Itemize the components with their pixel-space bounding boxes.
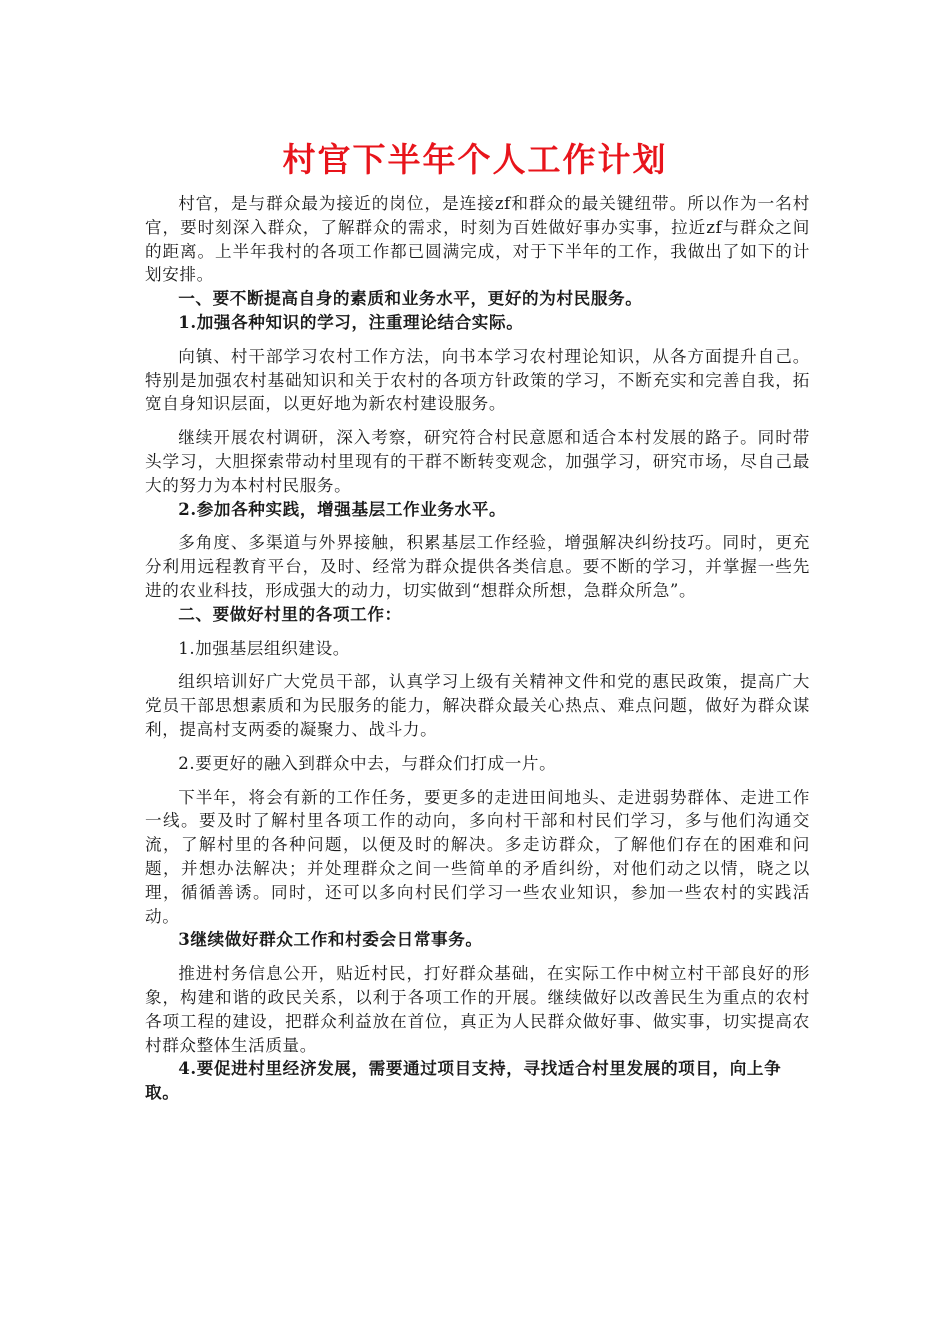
paragraph-intro: 村官，是与群众最为接近的岗位，是连接zf和群众的最关键纽带。所以作为一名村官，要时刻深入群众，了解群众的需求，时刻为百姓做好事办实事，拉近zf与群众之间的距离。上半年我村的各项工作都已圆满完成，对于下半年的工作，我做出了如下的计划安排。 — [145, 194, 810, 285]
section-heading-1: 一、要不断提高自身的素质和业务水平，更好的为村民服务。 — [178, 288, 643, 309]
paragraph: 推进村务信息公开，贴近村民，打好群众基础，在实际工作中树立村干部良好的形象，构建和谐的政民关系，以利于各项工作的开展。继续做好以改善民生为重点的农村各项工程的建设，把群众利益放在首位，真正为人民群众做好事、做实事，切实提高农村群众整体生活质量。 — [145, 964, 810, 1055]
section-heading-2: 二、要做好村里的各项工作： — [178, 603, 402, 624]
paragraph: 向镇、村干部学习农村工作方法，向书本学习农村理论知识，从各方面提升自己。特别是加强农村基础知识和关于农村的各项方针政策的学习，不断充实和完善自我，拓宽自身知识层面，以更好地为新农村建设服务。 — [145, 346, 810, 414]
subsection-heading-1-2: 2.参加各种实践，增强基层工作业务水平。 — [178, 498, 507, 519]
document-body — [145, 192, 810, 1105]
paragraph: 下半年，将会有新的工作任务，要更多的走进田间地头、走进弱势群体、走进工作一线。要及时了解村里各项工作的动向，多向村干部和村民们学习，多与他们沟通交流，了解村里的各种问题，以便及时的解决。多走访群众，了解他们存在的困难和问题，并想办法解决；并处理群众之间一些简单的矛盾纠纷，对他们动之以情，晓之以理，循循善诱。同时，还可以多向村民们学习一些农业知识，参加一些农村的实践活动。 — [145, 787, 810, 926]
paragraph: 多角度、多渠道与外界接触，积累基层工作经验，增强解决纠纷技巧。同时，更充分利用远程教育平台，及时、经常为群众提供各类信息。要不断的学习，并掌握一些先进的农业科技，形成强大的动力，切实做到“想群众所想，急群众所急”。 — [145, 533, 810, 600]
paragraph: 继续开展农村调研，深入考察，研究符合村民意愿和适合本村发展的路子。同时带头学习，大胆探索带动村里现有的干群不断转变观念，加强学习，研究市场，尽自己最大的努力为本村村民服务。 — [145, 428, 810, 495]
subsection-heading-2-3: 3继续做好群众工作和村委会日常事务。 — [178, 929, 483, 950]
subsection-heading-1-1: 1.加强各种知识的学习，注重理论结合实际。 — [178, 311, 524, 332]
subsection-item-2-1: 1.加强基层组织建设。 — [178, 638, 350, 658]
document-title: 村官下半年个人工作计划 — [282, 140, 668, 179]
subsection-item-2-2: 2.要更好的融入到群众中去，与群众们打成一片。 — [178, 753, 557, 773]
subsection-heading-2-4: 4.要促进村里经济发展，需要通过项目支持，寻找适合村里发展的项目，向上争取。 — [145, 1058, 782, 1103]
paragraph: 组织培训好广大党员干部，认真学习上级有关精神文件和党的惠民政策，提高广大党员干部思想素质和为民服务的能力，解决群众最关心热点、难点问题，做好为群众谋利，提高村支两委的凝聚力、战斗力。 — [145, 672, 810, 739]
